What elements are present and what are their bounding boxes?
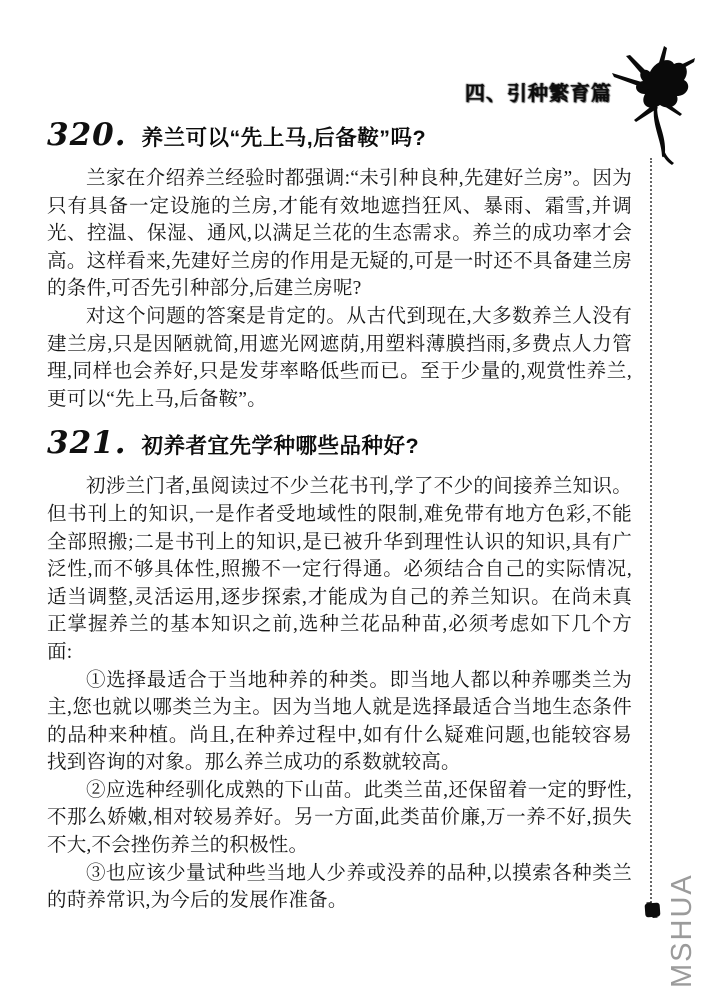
question-321-point-2: ②应选种经驯化成熟的下山苗。此类兰苗,还保留着一定的野性,不那么娇嫩,相对较易养好。另一方面,此类苗价廉,万一养不好,损失不大,不会挫伤养兰的积极性。 (47, 779, 632, 857)
question-321-title: 初养者宜先学种哪些品种好? (141, 434, 420, 459)
chapter-header-label: 四、引种繁育篇 (465, 83, 612, 105)
question-320-paragraph-2: 对这个问题的答案是肯定的。从古代到现在,大多数养兰人没有建兰房,只是因陋就简,用遮光网遮荫,用塑料薄膜挡雨,多费点人力管理,同样也会养好,只是发芽率略低些而已。至于少量的,观赏性养兰,更可以“先上马,后备鞍”。 (47, 305, 632, 410)
question-320-number: 320. (47, 117, 127, 153)
question-321-number: 321. (47, 425, 127, 462)
question-321-paragraph-1: 初涉兰门者,虽阅读过不少兰花书刊,学了不少的间接养兰知识。但书刊上的知识,一是作者受地域性的限制,难免带有地方色彩,不能全部照搬;二是书刊上的知识,是已被升华到理性认识的知识,具有广泛性,而不够具体性,照搬不一定行得通。必须结合自己的实际情况,适当调整,灵活运用,逐步探索,才能成为自己的养兰知识。在尚未真正掌握养兰的基本知识之前,选种兰花品种苗,必须考虑如下几个方面: (47, 476, 632, 663)
question-320-title: 养兰可以“先上马,后备鞍”吗? (141, 126, 427, 150)
question-320-paragraph-1: 兰家在介绍养兰经验时都强调:“未引种良种,先建好兰房”。因为只有具备一定设施的兰房,才能有效地遮挡狂风、暴雨、霜雪,并调光、控温、保湿、通风,以满足兰花的生态需求。养兰的成功率才会高。这样看来,先建好兰房的作用是无疑的,可是一时还不具备建兰房的条件,可否先引种部分,后建兰房呢? (47, 168, 632, 300)
question-321-heading (47, 425, 632, 462)
text-column (47, 117, 632, 915)
question-320-heading (47, 117, 632, 153)
ink-seal-icon (645, 902, 661, 917)
question-321-point-1: ①选择最适合于当地种养的种类。即当地人都以种养哪类兰为主,您也就以哪类兰为主。因为当地人就是选择最适合当地生态条件的品种来种植。尚且,在种养过程中,如有什么疑难问题,也能较容易找到咨询的对象。那么养兰成功的系数就较高。 (47, 669, 632, 774)
question-321-point-3: ③也应该少量试种些当地人少养或没养的品种,以摸索各种类兰的莳养常识,为今后的发展作准备。 (47, 862, 632, 912)
mshua-watermark: MSHUA (666, 873, 698, 988)
page-fold-dotted-line (650, 158, 652, 910)
